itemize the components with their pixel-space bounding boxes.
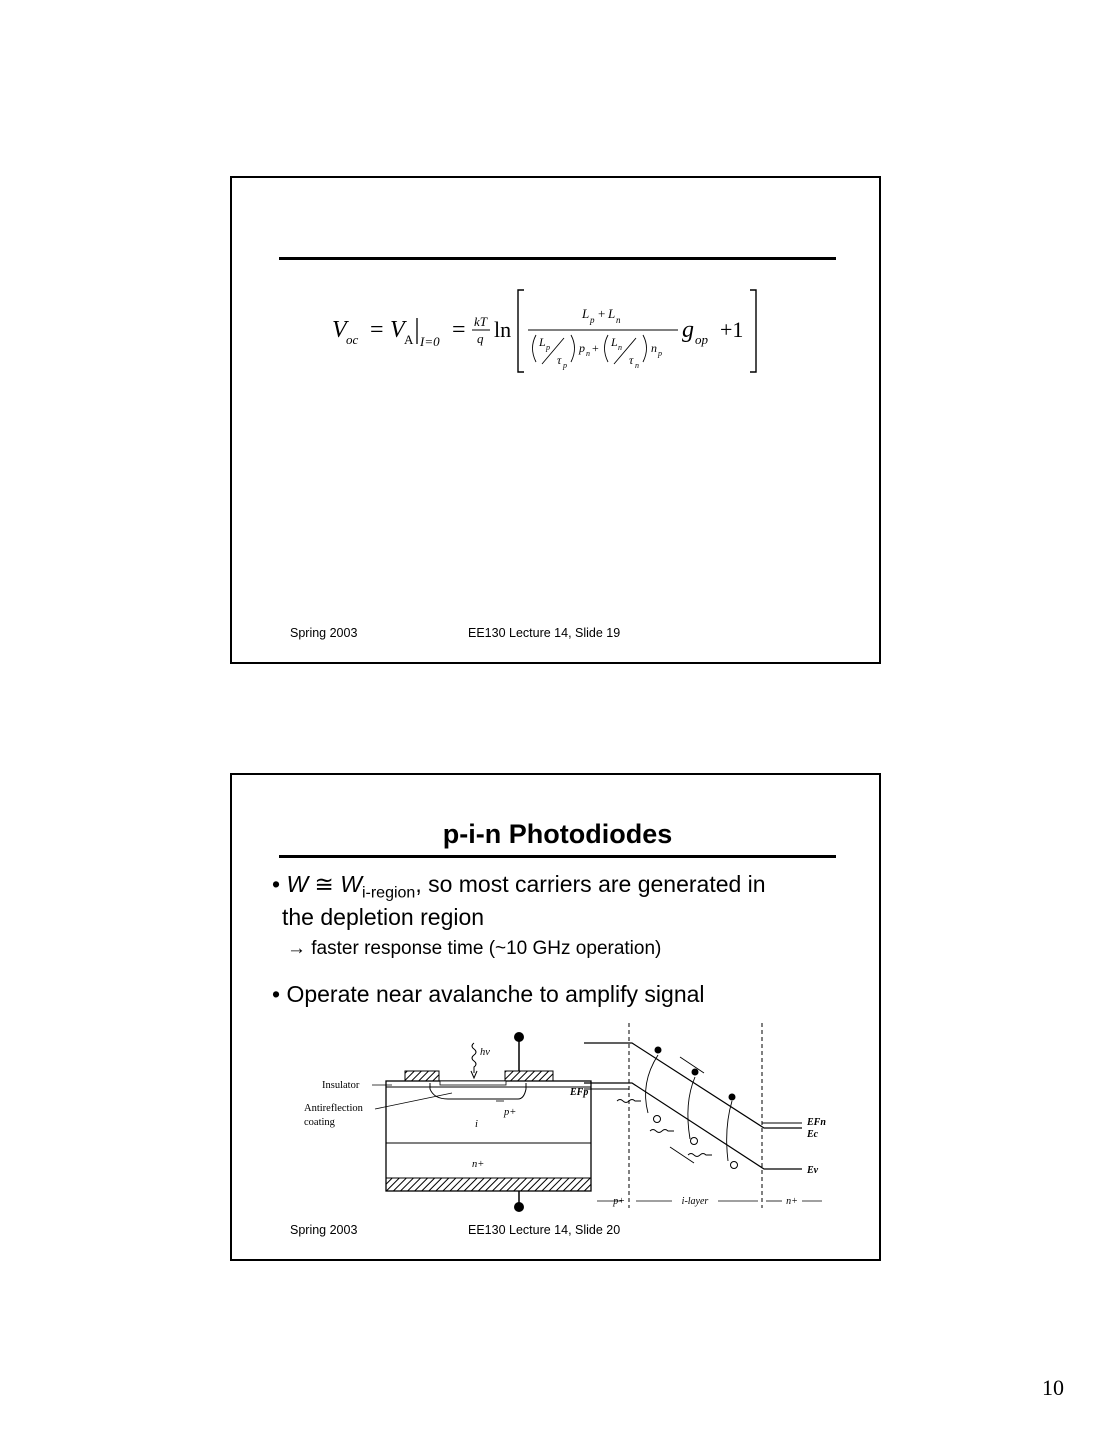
formula-voc-sub: oc — [346, 332, 359, 347]
label-ev: Ev — [807, 1165, 819, 1176]
formula-voc: V — [332, 317, 347, 343]
symbol-w: W — [286, 871, 309, 897]
axis-p-plus: p+ — [613, 1196, 625, 1207]
label-hv: hν — [480, 1047, 490, 1058]
label-efp: EFp — [570, 1087, 589, 1098]
bullet-2: • Operate near avalanche to amplify signal — [272, 981, 705, 1007]
bullet-1-text: , so most carriers are generated in — [415, 871, 766, 897]
label-p-plus: p+ — [504, 1107, 517, 1118]
den-taun-sub: n — [635, 361, 639, 370]
footer-slide-label: EE130 Lecture 14, Slide 19 — [468, 626, 621, 640]
pin-figure — [292, 1023, 832, 1219]
den-pn-sub: n — [586, 349, 590, 358]
formula-va: V — [390, 317, 405, 343]
num-ln-sub: n — [616, 315, 621, 325]
num-lp-sub: p — [590, 315, 595, 325]
photon-icon — [472, 1043, 476, 1073]
approx-symbol: ≅ — [308, 871, 341, 897]
den-ln: L — [611, 335, 618, 349]
footer-date: Spring 2003 — [290, 1223, 358, 1237]
title-rule — [279, 855, 836, 858]
top-terminal — [514, 1032, 524, 1042]
formula-va-sub: A — [404, 332, 414, 347]
arrow-icon: → — [287, 938, 306, 959]
formula-g-sub: op — [695, 332, 708, 347]
right-bracket — [750, 290, 756, 372]
sub-bullet — [287, 938, 661, 960]
label-n-plus: n+ — [472, 1159, 485, 1170]
formula-plus-one: +1 — [720, 317, 744, 342]
den-taup-sub: p — [563, 361, 567, 370]
band-diagram — [584, 1023, 822, 1208]
formula-eq1: = — [370, 317, 384, 343]
label-antireflection-1: Antireflection — [304, 1103, 363, 1114]
conduction-band — [584, 1043, 802, 1128]
axis-i-layer: i-layer — [681, 1196, 709, 1207]
title-rule — [279, 257, 836, 260]
voc-formula — [328, 282, 768, 378]
label-i: i — [475, 1119, 478, 1130]
bottom-contact — [386, 1178, 591, 1191]
num-plus: + — [598, 306, 606, 321]
symbol-w2: W — [340, 871, 362, 897]
bullet-1-marker: • — [272, 871, 287, 897]
formula-eval-sub: I=0 — [420, 334, 440, 349]
formula-q: q — [477, 331, 484, 346]
sub-bullet-text: faster response time (~10 GHz operation) — [311, 938, 662, 959]
top-contact-left — [405, 1071, 439, 1081]
den-taun: τ — [629, 353, 634, 367]
slide-19 — [230, 176, 881, 664]
slide-20 — [230, 773, 881, 1261]
num-ln: L — [608, 306, 616, 321]
left-bracket — [518, 290, 524, 372]
formula-ln: ln — [494, 317, 512, 342]
top-contact-right — [505, 1071, 553, 1081]
den-pn: p — [579, 341, 585, 355]
den-lp: L — [539, 335, 546, 349]
label-efn: EFn — [807, 1117, 826, 1128]
page-number: 10 — [1042, 1375, 1064, 1400]
formula-eq2: = — [452, 317, 466, 343]
label-ec: Ec — [807, 1129, 819, 1140]
den-plus: + — [592, 341, 599, 355]
w-subscript: i-region — [361, 884, 416, 902]
bullet-1-line2: the depletion region — [282, 904, 485, 930]
device-cross-section — [372, 1032, 591, 1212]
den-np: n — [651, 341, 657, 355]
axis-n-plus: n+ — [786, 1196, 798, 1207]
den-lp-sub: p — [546, 343, 550, 352]
valence-band — [584, 1083, 802, 1169]
den-np-sub: p — [658, 349, 662, 358]
formula-g: g — [682, 317, 694, 343]
bottom-terminal — [514, 1202, 524, 1212]
label-antireflection-2: coating — [304, 1117, 335, 1128]
formula-kt: kT — [474, 314, 487, 329]
footer-slide-label: EE130 Lecture 14, Slide 20 — [468, 1223, 621, 1237]
slide-title: p-i-n Photodiodes — [442, 819, 673, 849]
label-insulator: Insulator — [322, 1080, 360, 1091]
p-plus-region — [430, 1083, 526, 1099]
den-ln-sub: n — [618, 343, 622, 352]
num-lp: L — [582, 306, 590, 321]
ar-coating — [440, 1081, 506, 1085]
den-taup: τ — [557, 353, 562, 367]
footer-date: Spring 2003 — [290, 626, 358, 640]
